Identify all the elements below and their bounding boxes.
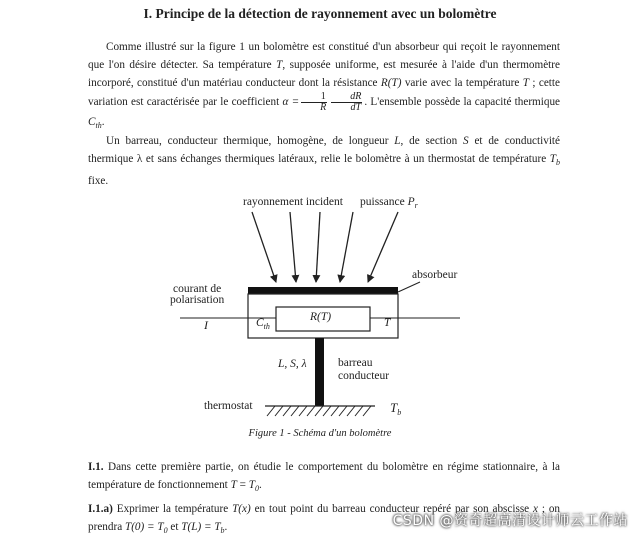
fraction-1-over-R: $\frac{1}{R}$ — [301, 92, 327, 113]
label-I: I — [204, 318, 208, 332]
absorber-leader — [398, 282, 420, 292]
label-courant: courant de polarisation — [170, 283, 225, 306]
label-barreau: barreau conducteur — [338, 357, 390, 382]
label-puissance: puissance $P_r$ — [360, 196, 418, 210]
watermark: CSDN @资奇超高清设计师云工作站 — [392, 513, 628, 529]
radiation-arrow — [316, 212, 320, 282]
incident-radiation-arrows — [252, 212, 398, 282]
paragraph-I1: I.1. Dans cette première partie, on étudie le comportement du bolomètre en régime stationnaire, à la température de fonctionnement $T = T_0$. — [88, 461, 560, 493]
label-rayonnement: rayonnement incident — [243, 196, 343, 208]
label-T: T — [384, 317, 391, 329]
label-Tb: $T_b$ — [390, 400, 402, 417]
paragraph-barreau: Un barreau, conducteur thermique, homogène, de longueur L, de section S et de conductivité thermique λ et sans échanges thermiques latéraux, relie le bolomètre à un thermostat de température $T_b$ fixe. — [88, 135, 561, 187]
radiation-arrow — [340, 212, 353, 282]
label-RT: R(T) — [310, 311, 332, 323]
radiation-arrow — [290, 212, 296, 282]
section-title: I. Principe de la détection de rayonnement avec un bolomètre — [143, 6, 497, 21]
label-thermostat: thermostat — [204, 400, 253, 412]
paragraph-intro: Comme illustré sur la figure 1 un bolomètre est constitué d'un absorbeur qui reçoit le rayonnement que l'on désire détecter. Sa température T, supposée uniforme, est mesurée à l'aide d'un thermomètre incorporé, constitué d'un matériau conducteur dont la résistance R(T) varie avec la température T ; cette variation est caractérisée par le coefficient α = $\frac{1}{R}$ $\frac{dR}{dT}$ . L'ensemble possède la capacité thermique $C_{th}$. — [88, 41, 561, 130]
conductor-bar — [315, 338, 324, 406]
fraction-dR-dT: $\frac{dR}{dT}$ — [331, 92, 362, 113]
paragraph-I1a: I.1.a) Exprimer la température T(x) en tout point du barreau conducteur repéré par son abscisse x ; on prendra $T(0) = T_0$ et $T(L) = T_b$. — [88, 503, 561, 535]
label-absorbeur: absorbeur — [412, 269, 458, 281]
label-LSlambda: L, S, λ — [278, 358, 307, 370]
figure-caption: Figure 1 - Schéma d'un bolomètre — [248, 428, 392, 439]
absorber-plate — [248, 287, 398, 294]
radiation-arrow — [252, 212, 276, 282]
radiation-arrow — [368, 212, 398, 282]
label-Cth: $C_{th}$ — [256, 317, 270, 331]
thermostat-hatching — [267, 406, 371, 416]
